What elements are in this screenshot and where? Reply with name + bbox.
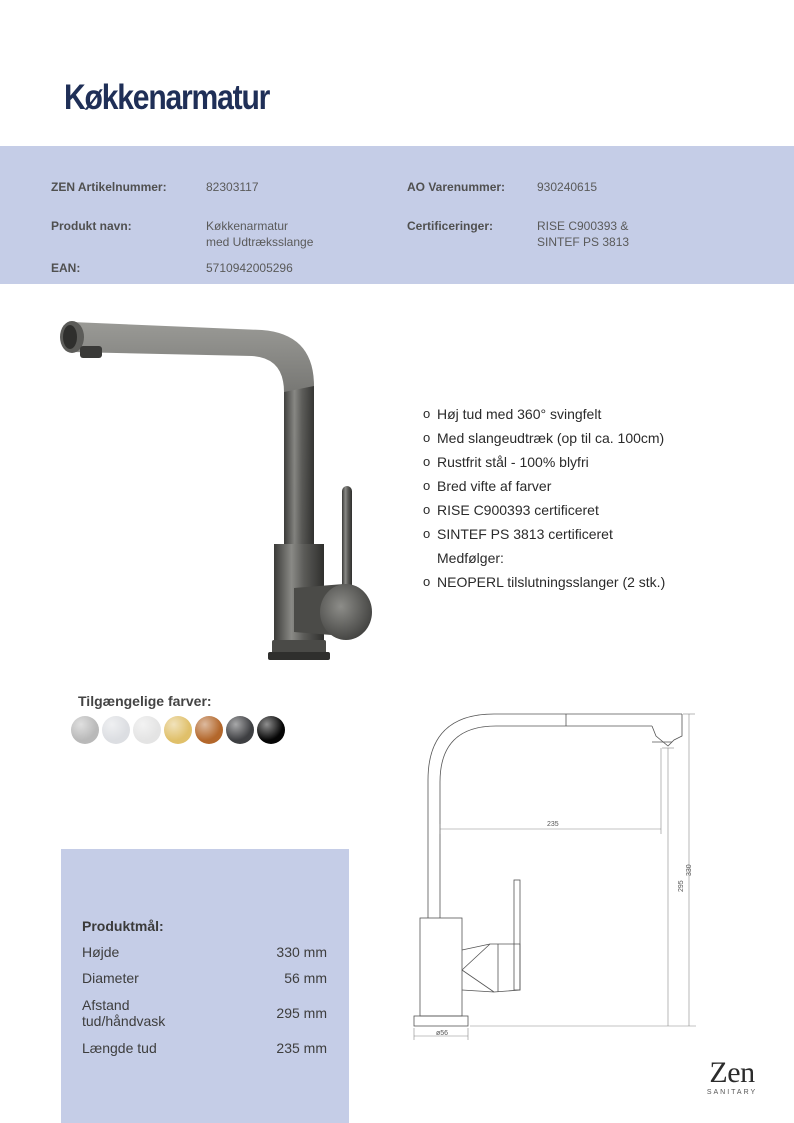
logo-subtitle: SANITARY [706, 1089, 758, 1096]
feature-item [423, 427, 665, 451]
dim-reach-label: 235 [547, 821, 559, 828]
dimension-value-distance: 295 mm [276, 1005, 327, 1021]
product-dimensions-title: Produktmål: [82, 918, 164, 934]
logo-wordmark: Zen [709, 1056, 755, 1089]
bullet-marker: o [423, 526, 431, 541]
feature-item [423, 571, 665, 595]
product-dimensions-box [61, 849, 349, 1123]
dimension-value-height: 330 mm [276, 944, 327, 960]
feature-text: Med slangeudtræk (op til ca. 100cm) [437, 430, 665, 446]
feature-text: Høj tud med 360° svingfelt [437, 406, 602, 422]
feature-item [423, 451, 665, 475]
feature-text: Rustfrit stål - 100% blyfri [437, 454, 589, 470]
available-colors-title: Tilgængelige farver: [78, 693, 212, 709]
feature-item [423, 403, 665, 427]
color-swatch-white-silver [133, 716, 161, 744]
product-name-label: Produkt navn: [51, 219, 132, 233]
feature-text: Medfølger: [437, 550, 504, 566]
color-swatch-black [257, 716, 285, 744]
feature-item [423, 547, 665, 571]
bullet-marker: o [423, 502, 431, 517]
color-swatch-copper [195, 716, 223, 744]
technical-drawing [400, 700, 710, 1045]
page-title: Køkkenarmatur [64, 78, 270, 117]
dim-diameter-label: ø56 [436, 1030, 449, 1037]
bullet-marker: o [423, 574, 431, 589]
feature-item [423, 499, 665, 523]
color-swatch-chrome [102, 716, 130, 744]
spec-band [0, 146, 794, 284]
dim-total-height-label: 330 [686, 864, 693, 876]
certification-value-line1: RISE C900393 & [537, 219, 629, 233]
certification-label: Certificeringer: [407, 219, 494, 233]
dim-spout-height-label: 295 [678, 880, 685, 892]
faucet-product-image [52, 306, 382, 676]
dimension-value-spout-length: 235 mm [276, 1040, 327, 1056]
feature-item [423, 523, 665, 547]
dimension-label-diameter: Diameter [82, 970, 139, 986]
bullet-marker: o [423, 454, 431, 469]
dimension-label-spout-length: Længde tud [82, 1040, 157, 1056]
zen-sanitary-logo [700, 1058, 764, 1096]
certification-value-line2: SINTEF PS 3813 [537, 235, 630, 249]
product-name-value-line1: Køkkenarmatur [206, 219, 289, 233]
color-swatch-brushed-steel [71, 716, 99, 744]
bullet-marker: o [423, 430, 431, 445]
ao-number-label: AO Varenummer: [407, 180, 506, 194]
feature-text: SINTEF PS 3813 certificeret [437, 526, 613, 542]
dimension-label-distance: Afstand tud/håndvask [82, 997, 166, 1029]
feature-item [423, 475, 665, 499]
ean-label: EAN: [51, 261, 81, 275]
feature-text: NEOPERL tilslutningsslanger (2 stk.) [437, 574, 666, 590]
ao-number-value: 930240615 [537, 180, 598, 194]
bullet-marker: o [423, 478, 431, 493]
bullet-marker: o [423, 406, 431, 421]
zen-article-value: 82303117 [206, 180, 259, 194]
ean-value: 5710942005296 [206, 261, 293, 275]
dimension-value-diameter: 56 mm [284, 970, 327, 986]
color-swatch-gunmetal [226, 716, 254, 744]
product-name-value-line2: med Udtræksslange [206, 235, 314, 249]
feature-list [423, 403, 665, 595]
feature-text: Bred vifte af farver [437, 478, 552, 494]
zen-article-label: ZEN Artikelnummer: [51, 180, 167, 194]
dimension-label-height: Højde [82, 944, 120, 960]
color-swatch-brushed-gold [164, 716, 192, 744]
feature-text: RISE C900393 certificeret [437, 502, 599, 518]
